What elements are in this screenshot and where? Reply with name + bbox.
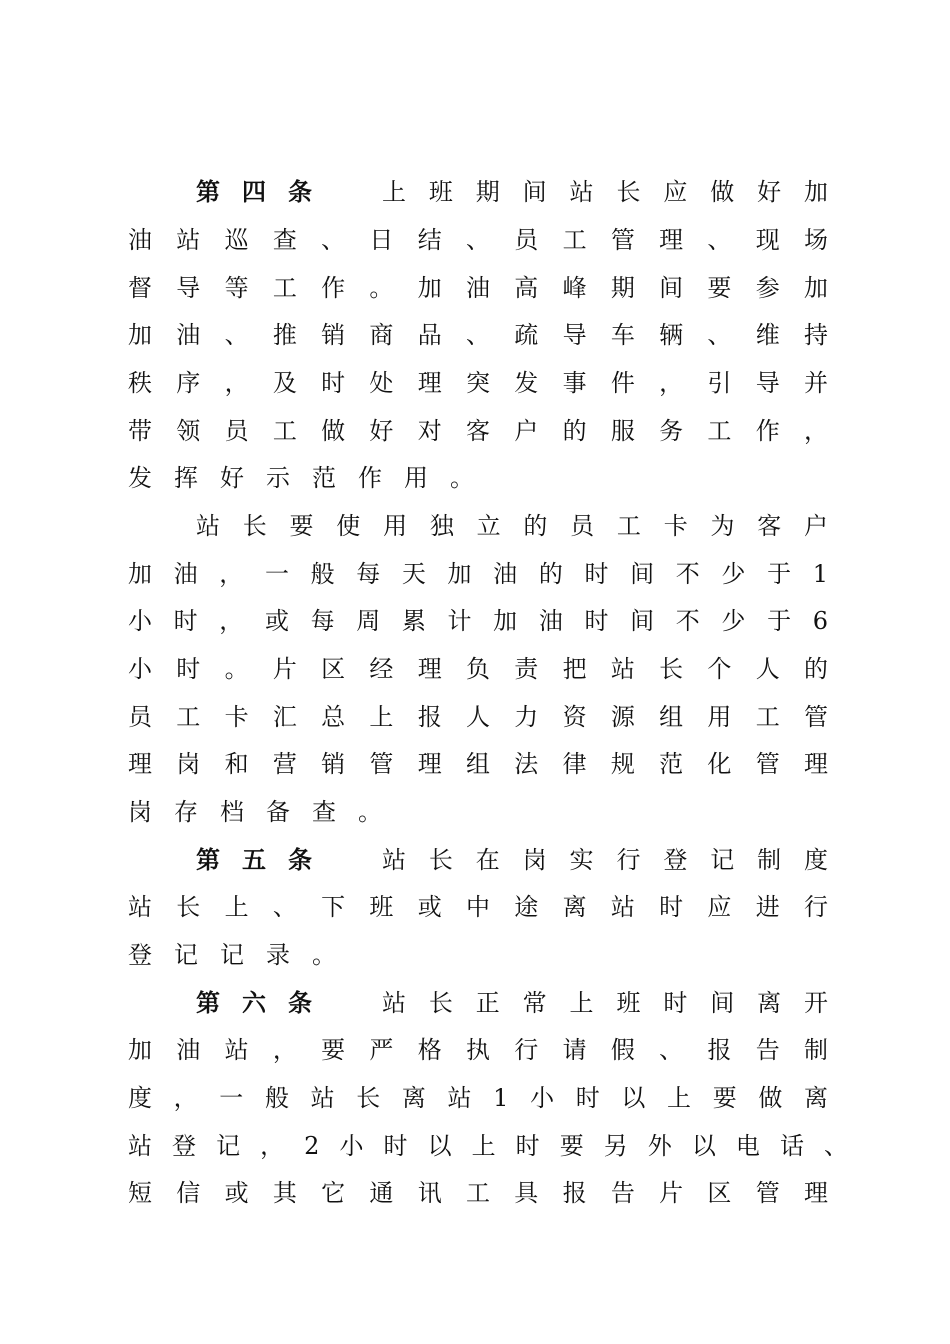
paragraph-line-row	[128, 889, 828, 925]
paragraph-line: 加油、推销商品、疏导车辆、维持	[128, 321, 828, 349]
paragraph-line-row	[128, 460, 828, 496]
paragraph-line: 站登记，2小时以上时要另外以电话、	[128, 1132, 848, 1160]
paragraph-line: 站长上、下班或中途离站时应进行	[128, 893, 828, 921]
paragraph-line-row	[128, 746, 828, 782]
paragraph-line: 站长在岗实行登记制度	[382, 846, 828, 874]
paragraph-line: 油站巡查、日结、员工管理、现场	[128, 226, 828, 254]
paragraph-line: 登记记录。	[128, 941, 358, 969]
paragraph-line-row	[128, 1175, 828, 1211]
paragraph-line-row	[128, 413, 828, 449]
paragraph-line: 站长正常上班时间离开	[382, 989, 828, 1017]
paragraph-line: 发挥好示范作用。	[128, 464, 496, 492]
paragraph-line-row	[128, 699, 828, 735]
paragraph-line: 秩序，及时处理突发事件，引导并	[128, 369, 828, 397]
paragraph-line: 员工卡汇总上报人力资源组用工管	[128, 703, 828, 731]
paragraph-line: 站长要使用独立的员工卡为客户	[196, 512, 828, 540]
article-heading: 第五条	[196, 845, 334, 874]
paragraph-line: 理岗和营销管理组法律规范化管理	[128, 750, 828, 778]
paragraph-line: 加油站，要严格执行请假、报告制	[128, 1036, 828, 1064]
paragraph-line-row	[128, 651, 828, 687]
paragraph-line-row	[128, 270, 828, 306]
paragraph-line-row	[128, 365, 828, 401]
paragraph-line-row	[128, 1080, 828, 1116]
paragraph-line-row	[128, 1128, 848, 1164]
paragraph-line-row	[128, 794, 828, 830]
paragraph-line-row	[196, 508, 828, 544]
paragraph-line: 小时，或每周累计加油时间不少于6	[128, 607, 828, 635]
paragraph-line-row	[128, 317, 828, 353]
paragraph-line: 小时。片区经理负责把站长个人的	[128, 655, 828, 683]
paragraph-line-row	[128, 937, 828, 973]
paragraph-line-row	[128, 222, 828, 258]
paragraph-line: 督导等工作。加油高峰期间要参加	[128, 274, 828, 302]
paragraph-line: 上班期间站长应做好加	[382, 178, 828, 206]
paragraph-line-row	[128, 603, 828, 639]
paragraph-line: 岗存档备查。	[128, 798, 404, 826]
article-4-heading-line	[196, 174, 828, 210]
paragraph-line: 短信或其它通讯工具报告片区管理	[128, 1179, 828, 1207]
paragraph-line-row	[128, 556, 828, 592]
article-6-heading-line	[196, 985, 828, 1021]
paragraph-line-row	[128, 1032, 828, 1068]
paragraph-line: 加油，一般每天加油的时间不少于1	[128, 560, 828, 588]
paragraph-line: 带领员工做好对客户的服务工作，	[128, 417, 828, 445]
article-5-heading-line	[196, 842, 828, 878]
article-heading: 第四条	[196, 177, 334, 206]
article-heading: 第六条	[196, 988, 334, 1017]
paragraph-line: 度，一般站长离站1小时以上要做离	[128, 1084, 828, 1112]
